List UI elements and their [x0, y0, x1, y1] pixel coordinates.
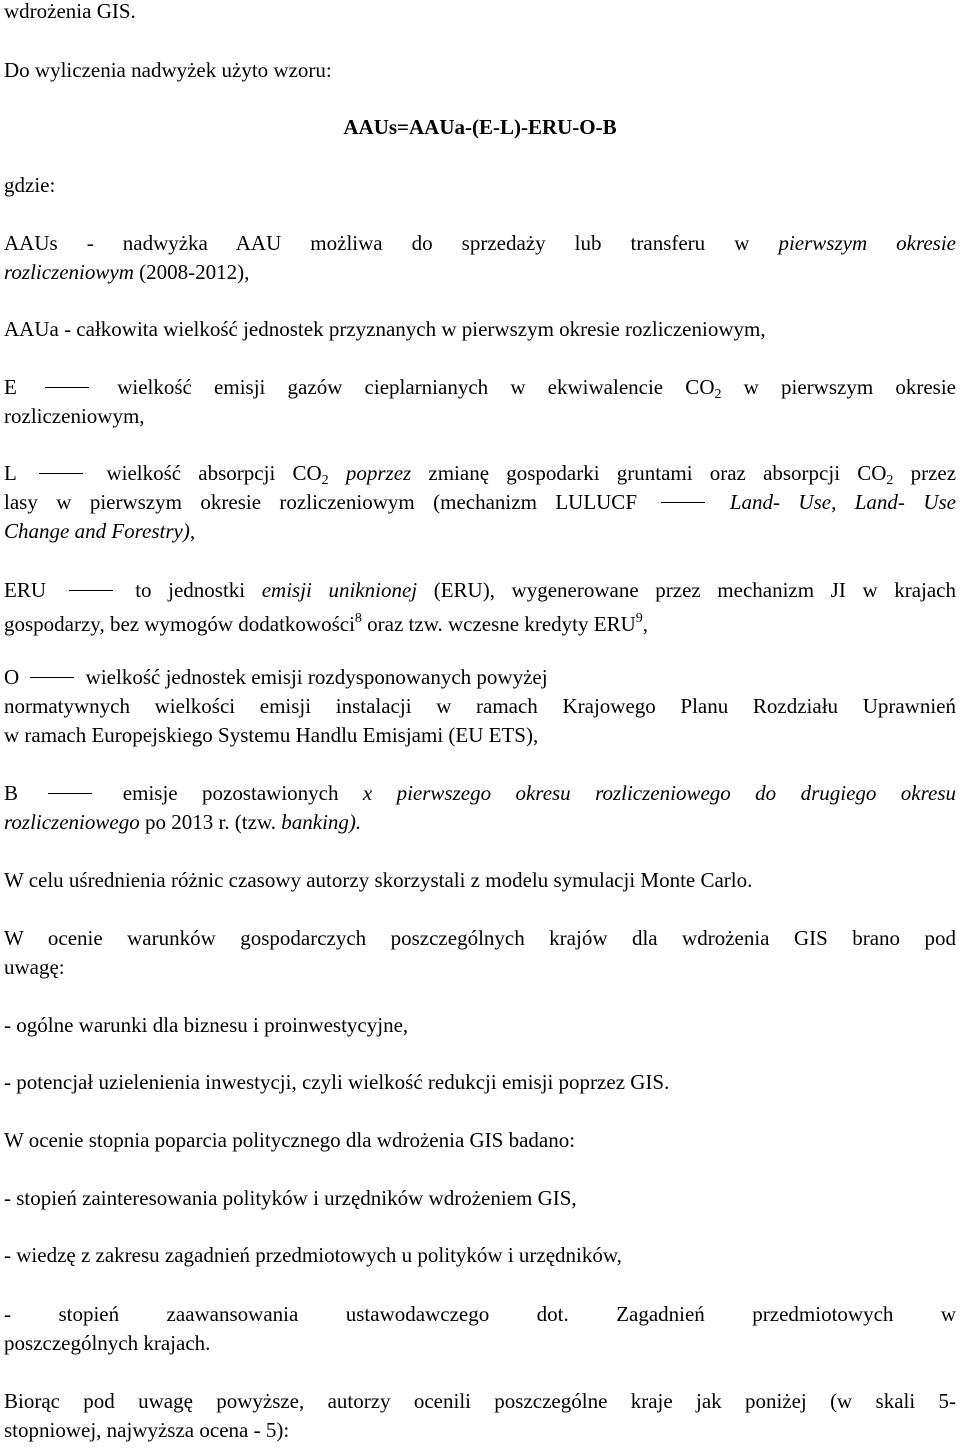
text: - wiedzę z zakresu zagadnień przedmiotowych u polityków i urzędników,: [4, 1243, 622, 1267]
definition-o-cont: [4, 721, 956, 749]
footnote-ref[interactable]: 9: [635, 611, 643, 626]
text: (2008-2012),: [133, 260, 250, 284]
text-line: [4, 56, 956, 84]
text: wielkość emisji gazów cieplarnianych w ekwiwalencie CO: [117, 375, 715, 399]
text: lasy w pierwszym okresie rozliczeniowym (mechanizm LULUCF: [4, 490, 637, 514]
definition-l-cont: [4, 488, 956, 516]
definition-e-cont: [4, 402, 956, 430]
text: - stopień zainteresowania polityków i urzędników wdrożeniem GIS,: [4, 1186, 577, 1210]
em-dash: [30, 677, 74, 678]
text: Do wyliczenia nadwyżek użyto wzoru:: [4, 58, 332, 82]
text: AAUs - nadwyżka AAU możliwa do sprzedaży lub transferu w: [4, 231, 779, 255]
text: rozliczeniowym,: [4, 404, 145, 428]
text: po 2013 r. (tzw.: [139, 810, 282, 834]
formula-text: AAUs=AAUa-(E-L)-ERU-O-B: [343, 115, 617, 139]
text-line: [4, 953, 956, 981]
definition-l: [4, 459, 956, 487]
em-dash: [69, 590, 113, 591]
text-line: [4, 171, 956, 199]
text-italic: poprzez: [345, 461, 412, 485]
text-line: [4, 1387, 956, 1415]
text-italic: Land- Use, Land- Use: [729, 490, 957, 514]
definition-eru: [4, 576, 956, 604]
list-item: [4, 1300, 956, 1328]
text-italic: emisji uniknionej: [261, 578, 418, 602]
definition-aaus-cont: [4, 258, 956, 286]
text: W ocenie stopnia poparcia politycznego dla wdrożenia GIS badano:: [4, 1128, 576, 1152]
definition-o: [4, 663, 956, 691]
text: wielkość absorpcji CO: [106, 461, 322, 485]
text: uwagę:: [4, 955, 65, 979]
subscript: 2: [321, 473, 329, 488]
em-dash: [45, 387, 89, 388]
text: O: [4, 665, 20, 689]
text: przez: [910, 461, 957, 485]
text: normatywnych wielkości emisji instalacji w ramach Krajowego Planu Rozdziału Uprawnień: [4, 694, 956, 718]
subscript: 2: [886, 473, 894, 488]
text-line: [4, 0, 956, 25]
text-italic: x pierwszego okresu rozliczeniowego do drugiego okresu: [362, 781, 956, 805]
text: poszczególnych krajach.: [4, 1331, 211, 1355]
definition-o-cont: [4, 692, 956, 720]
text: W ocenie warunków gospodarczych poszczególnych krajów dla wdrożenia GIS brano pod: [4, 926, 956, 950]
text-line: [4, 924, 956, 952]
text: W celu uśrednienia różnic czasowy autorzy skorzystali z modelu symulacji Monte Carlo.: [4, 868, 753, 892]
subscript: 2: [714, 387, 722, 402]
text-italic: banking).: [281, 810, 362, 834]
list-item-cont: [4, 1329, 956, 1357]
em-dash: [48, 793, 92, 794]
text-line: [4, 1416, 956, 1444]
text: ,: [642, 612, 649, 636]
text: - ogólne warunki dla biznesu i proinwestycyjne,: [4, 1013, 409, 1037]
text: w ramach Europejskiego Systemu Handlu Emisjami (EU ETS),: [4, 723, 539, 747]
text: gdzie:: [4, 173, 56, 197]
list-item: [4, 1011, 956, 1039]
text: to jednostki: [135, 578, 262, 602]
text: oraz tzw. wczesne kredyty ERU: [361, 612, 636, 636]
em-dash: [39, 473, 83, 474]
text: stopniowej, najwyższa ocena - 5):: [4, 1418, 290, 1442]
text: AAUa - całkowita wielkość jednostek przyznanych w pierwszym okresie rozliczeniowym,: [4, 317, 766, 341]
text: wdrożenia GIS.: [4, 0, 136, 23]
text: B: [4, 781, 19, 805]
text: - potencjał uzielenienia inwestycji, czyli wielkość redukcji emisji poprzez GIS.: [4, 1070, 670, 1094]
formula: [0, 113, 960, 141]
text: - stopień zaawansowania ustawodawczego dot. Zagadnień przedmiotowych w: [4, 1302, 956, 1326]
text: w pierwszym okresie: [743, 375, 956, 399]
text: wielkość jednostek emisji rozdysponowanych powyżej: [85, 665, 548, 689]
definition-b-cont: [4, 808, 956, 836]
text: L: [4, 461, 17, 485]
text: gospodarzy, bez wymogów dodatkowości: [4, 612, 355, 636]
text: E: [4, 375, 17, 399]
text: (ERU), wygenerowane przez mechanizm JI w krajach: [433, 578, 956, 602]
definition-aaua: [4, 315, 956, 343]
list-item: [4, 1241, 956, 1269]
definition-aaus: [4, 229, 956, 257]
footnote-ref[interactable]: 8: [354, 611, 362, 626]
text-italic: rozliczeniowego: [4, 810, 140, 834]
definition-e: [4, 373, 956, 401]
text: Biorąc pod uwagę powyższe, autorzy ocenili poszczególne kraje jak poniżej (w skali 5-: [4, 1389, 956, 1413]
text-line: [4, 1126, 956, 1154]
text: emisje pozostawionych: [122, 781, 363, 805]
text: ERU: [4, 578, 46, 602]
em-dash: [661, 502, 705, 503]
definition-b: [4, 779, 956, 807]
list-item: [4, 1068, 956, 1096]
definition-eru-cont: [4, 605, 956, 636]
text: zmianę gospodarki gruntami oraz absorpcji CO: [428, 461, 887, 485]
text-line: [4, 866, 956, 894]
list-item: [4, 1184, 956, 1212]
text-italic: pierwszym okresie: [778, 231, 957, 255]
text-italic: rozliczeniowym: [4, 260, 134, 284]
definition-l-cont: [4, 517, 956, 545]
text-italic: Change and Forestry),: [4, 519, 196, 543]
